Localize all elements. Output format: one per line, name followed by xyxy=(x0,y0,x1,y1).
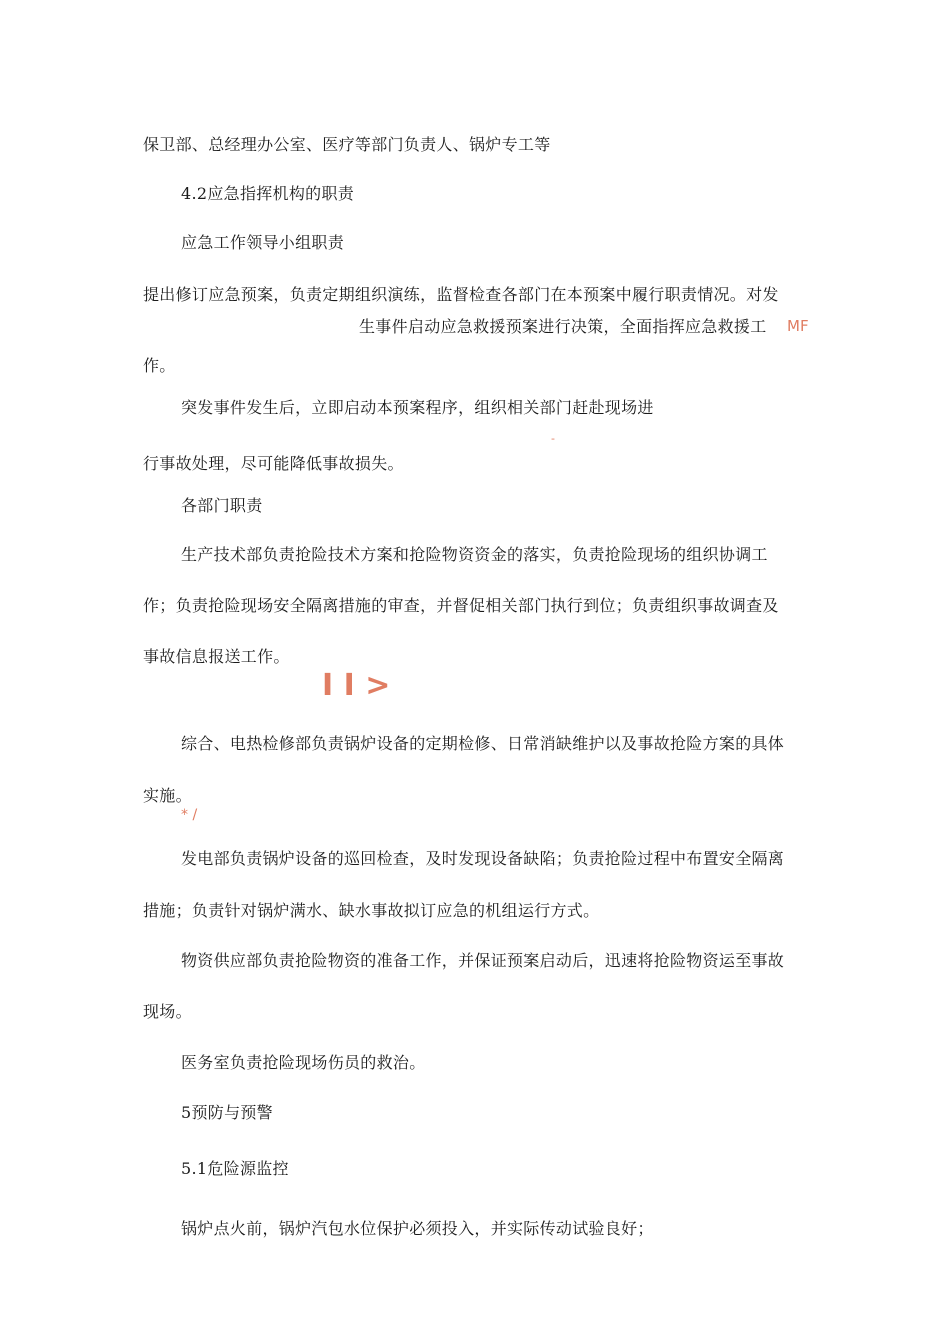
text-line: 行事故处理，尽可能降低事故损失。 xyxy=(143,454,404,473)
text-line: 实施。 xyxy=(143,786,192,805)
text-line: 突发事件发生后，立即启动本预案程序，组织相关部门赶赴现场进 xyxy=(181,398,654,417)
text-line: 生事件启动应急救援预案进行决策，全面指挥应急救援工 xyxy=(359,317,767,336)
text-line: 锅炉点火前，锅炉汽包水位保护必须投入，并实际传动试验良好； xyxy=(181,1219,654,1238)
stamp-mark: I I > xyxy=(322,668,391,703)
text-line: 提出修订应急预案，负责定期组织演练，监督检查各部门在本预案中履行职责情况。对发 xyxy=(143,285,779,304)
stamp-mark: - xyxy=(551,432,555,445)
subsection-heading: 应急工作领导小组职责 xyxy=(181,233,345,252)
text-line: 事故信息报送工作。 xyxy=(143,647,290,666)
section-heading: 4.2应急指挥机构的职责 xyxy=(181,184,355,203)
text-line: 生产技术部负责抢险技术方案和抢险物资资金的落实，负责抢险现场的组织协调工 xyxy=(181,545,768,564)
section-heading: 5.1危险源监控 xyxy=(181,1159,289,1178)
text-line: 物资供应部负责抢险物资的准备工作，并保证预案启动后，迅速将抢险物资运至事故 xyxy=(181,951,785,970)
text-line: 医务室负责抢险现场伤员的救治。 xyxy=(181,1053,426,1072)
subsection-heading: 各部门职责 xyxy=(181,496,263,515)
stamp-mark: MF xyxy=(787,317,809,335)
text-line: 现场。 xyxy=(143,1002,192,1021)
text-line: 综合、电热检修部负责锅炉设备的定期检修、日常消缺维护以及事故抢险方案的具体 xyxy=(181,734,785,753)
text-line: 措施；负责针对锅炉满水、缺水事故拟订应急的机组运行方式。 xyxy=(143,901,600,920)
text-line: 保卫部、总经理办公室、医疗等部门负责人、锅炉专工等 xyxy=(143,135,551,154)
stamp-mark: * / xyxy=(181,807,198,823)
text-line: 作；负责抢险现场安全隔离措施的审查，并督促相关部门执行到位；负责组织事故调查及 xyxy=(143,596,779,615)
text-line: 发电部负责锅炉设备的巡回检查，及时发现设备缺陷；负责抢险过程中布置安全隔离 xyxy=(181,849,785,868)
section-heading: 5预防与预警 xyxy=(181,1103,273,1122)
text-line: 作。 xyxy=(143,356,176,375)
